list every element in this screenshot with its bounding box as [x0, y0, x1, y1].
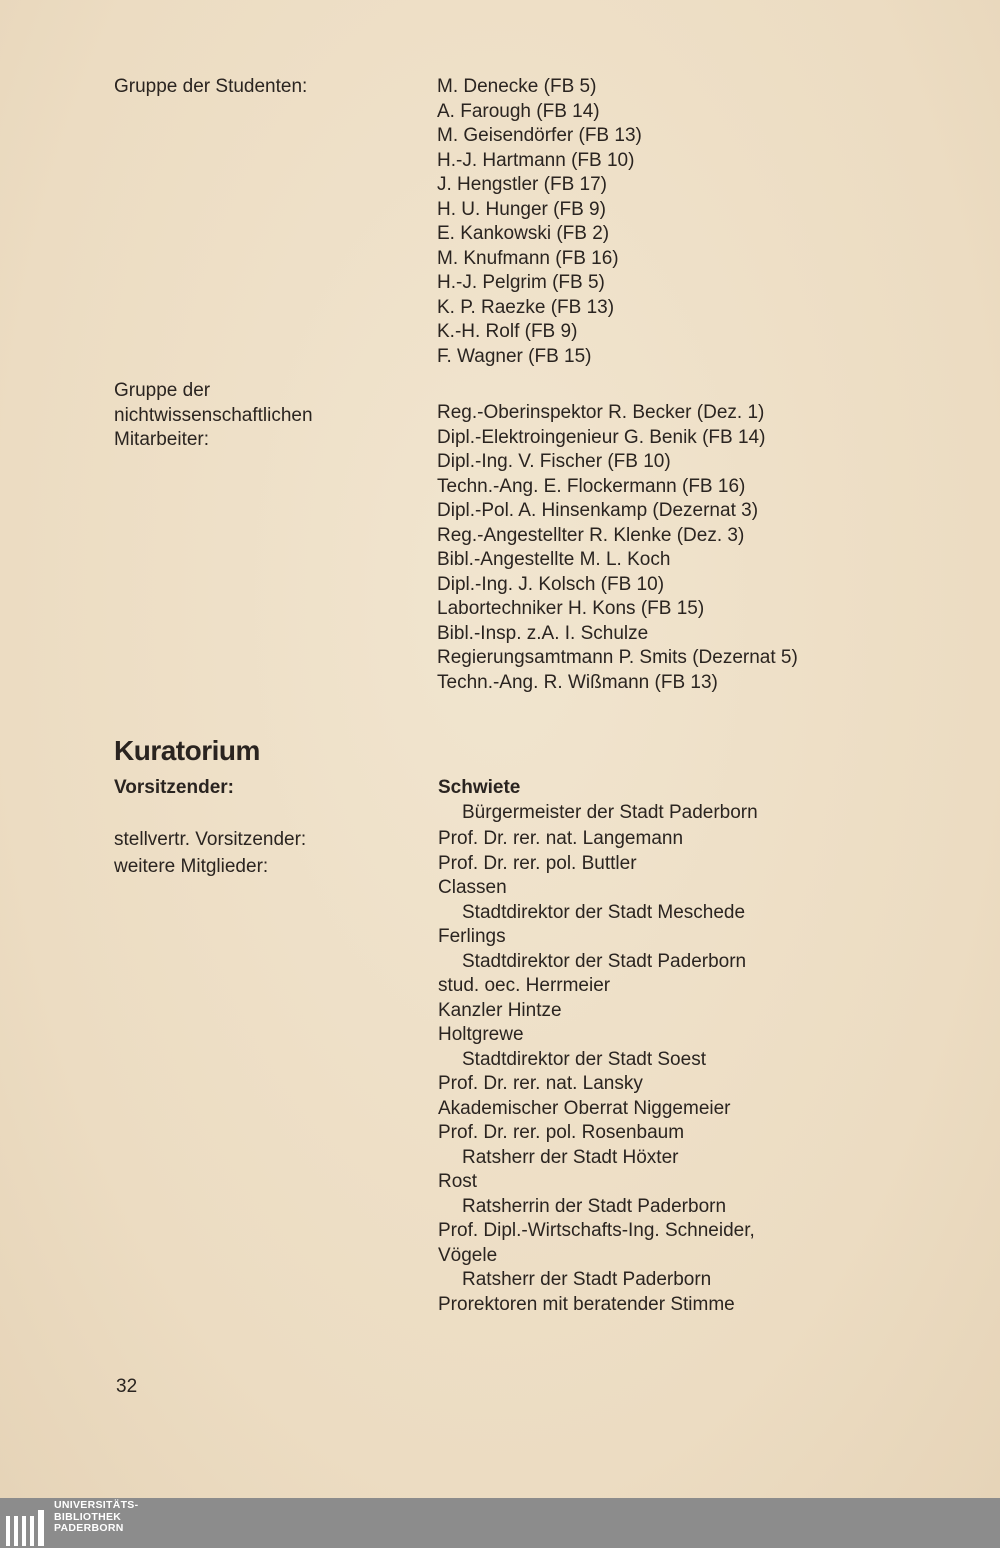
- student-member: M. Geisendörfer (FB 13): [437, 125, 642, 146]
- member-name: Classen: [438, 877, 507, 898]
- member-role: Ratsherr der Stadt Höxter: [462, 1146, 679, 1168]
- staff-label: [114, 379, 414, 453]
- library-name-line: PADERBORN: [54, 1522, 124, 1534]
- vice-label: [114, 828, 414, 853]
- others-label: [114, 855, 414, 880]
- member-role: Bürgermeister der Stadt Paderborn: [462, 801, 758, 823]
- staff-member: Dipl.-Pol. A. Hinsenkamp (Dezernat 3): [437, 500, 759, 521]
- student-member: H. U. Hunger (FB 9): [437, 198, 606, 220]
- staff-member: Reg.-Angestellter R. Klenke (Dez. 3): [437, 524, 745, 546]
- student-member: K.-H. Rolf (FB 9): [437, 321, 578, 342]
- staff-list: [437, 401, 977, 695]
- staff-member: Regierungsamtmann P. Smits (Dezernat 5): [437, 647, 798, 668]
- library-name-line: UNIVERSITÄTS-: [54, 1499, 139, 1511]
- student-member: E. Kankowski (FB 2): [437, 223, 610, 244]
- member-name: Rost: [438, 1171, 478, 1192]
- students-label: [114, 75, 414, 100]
- member-name: Akademischer Oberrat Niggemeier: [438, 1097, 731, 1119]
- member-name: Schwiete: [438, 777, 521, 798]
- student-member: F. Wagner (FB 15): [437, 345, 592, 367]
- student-member: H.-J. Hartmann (FB 10): [437, 149, 635, 171]
- member-name: Prof. Dipl.-Wirtschafts-Ing. Schneider,: [438, 1220, 755, 1241]
- staff-member: Bibl.-Insp. z.A. I. Schulze: [437, 622, 649, 644]
- students-list: [437, 75, 977, 369]
- student-member: H.-J. Pelgrim (FB 5): [437, 272, 605, 293]
- staff-member: Dipl.-Elektroingenieur G. Benik (FB 14): [437, 426, 766, 448]
- member-role: Stadtdirektor der Stadt Meschede: [462, 901, 746, 923]
- staff-member: Labortechniker H. Kons (FB 15): [437, 598, 705, 619]
- student-member: K. P. Raezke (FB 13): [437, 296, 615, 318]
- member-role: Ratsherr der Stadt Paderborn: [462, 1269, 712, 1290]
- member-name: Prorektoren mit beratender Stimme: [438, 1293, 735, 1315]
- student-member: J. Hengstler (FB 17): [437, 174, 607, 195]
- member-name: Prof. Dr. rer. nat. Lansky: [438, 1073, 643, 1094]
- chair-label: [114, 776, 414, 801]
- library-logo-icon: [6, 1500, 44, 1546]
- staff-label-line: Mitarbeiter:: [114, 429, 210, 450]
- staff-member: Bibl.-Angestellte M. L. Koch: [437, 549, 671, 570]
- member-name: Prof. Dr. rer. pol. Buttler: [438, 852, 637, 874]
- member-name: Vögele: [438, 1244, 498, 1266]
- member-role: Stadtdirektor der Stadt Paderborn: [462, 950, 747, 972]
- staff-label-line: nichtwissenschaftlichen: [114, 404, 313, 426]
- library-footer-bar: [0, 1498, 1000, 1548]
- student-member: M. Denecke (FB 5): [437, 76, 597, 97]
- member-name: Ferlings: [438, 926, 506, 947]
- chair-label-text: Vorsitzender:: [114, 777, 235, 798]
- member-role: Ratsherrin der Stadt Paderborn: [462, 1195, 727, 1217]
- member-name: stud. oec. Herrmeier: [438, 975, 611, 996]
- library-name: [54, 1500, 138, 1535]
- student-member: A. Farough (FB 14): [437, 100, 600, 122]
- member-name: Kanzler Hintze: [438, 999, 562, 1021]
- member-name: Holtgrewe: [438, 1024, 524, 1045]
- member-role: Stadtdirektor der Stadt Soest: [462, 1048, 706, 1070]
- library-name-line: BIBLIOTHEK: [54, 1510, 122, 1523]
- member-name: Prof. Dr. rer. pol. Rosenbaum: [438, 1122, 685, 1143]
- vice-label-text: stellvertr. Vorsitzender:: [114, 829, 307, 850]
- page-number: 32: [116, 1376, 138, 1397]
- kuratorium-title: Kuratorium: [114, 735, 260, 766]
- students-label-text: Gruppe der Studenten:: [114, 76, 308, 97]
- student-member: M. Knufmann (FB 16): [437, 247, 619, 269]
- member-name: Prof. Dr. rer. nat. Langemann: [438, 828, 684, 849]
- staff-member: Techn.-Ang. E. Flockermann (FB 16): [437, 475, 746, 497]
- staff-member: Dipl.-Ing. V. Fischer (FB 10): [437, 451, 671, 472]
- staff-member: Dipl.-Ing. J. Kolsch (FB 10): [437, 573, 665, 595]
- staff-label-line: Gruppe der: [114, 380, 211, 401]
- staff-member: Reg.-Oberinspektor R. Becker (Dez. 1): [437, 402, 765, 423]
- others-label-text: weitere Mitglieder:: [114, 856, 269, 877]
- kuratorium-list: [438, 776, 978, 1317]
- staff-member: Techn.-Ang. R. Wißmann (FB 13): [437, 671, 718, 693]
